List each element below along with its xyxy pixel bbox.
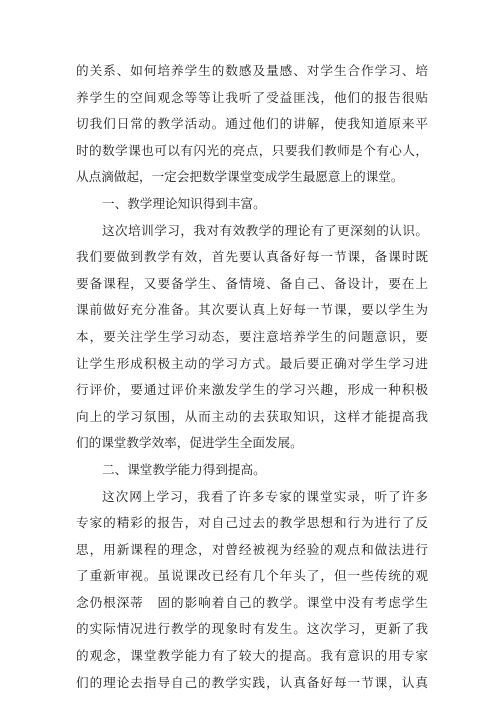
text-line: 的关系、如何培养学生的数感及量感、对学生合作学习、培 — [76, 63, 428, 78]
section-heading: 一、教学理论知识得到丰富。 — [102, 195, 266, 211]
text-line: 了重新审视。虽说课改已经有几个年头了，但一些传统的观 — [76, 568, 428, 584]
text-line: 专家的精彩的报告，对自己过去的教学思想和行为进行了反 — [76, 515, 428, 531]
text-line: 让学生形成积极主动的学习方式。最后要正确对学生学习进 — [76, 355, 428, 371]
text-line: 向上的学习氛围，从而主动的去获取知识，这样才能提高我 — [76, 408, 428, 424]
text-line: 我们要做到教学有效，首先要认真备好每一节课，备课时既 — [76, 249, 428, 265]
text-line: 本，要关注学生学习动态，要注意培养学生的问题意识，要 — [76, 328, 428, 344]
document-page — [76, 58, 428, 696]
section-heading: 二、课堂教学能力得到提高。 — [102, 461, 266, 477]
text-line: 的观念，课堂教学能力有了较大的提高。我有意识的用专家 — [76, 648, 428, 664]
text-line: 的实际情况进行教学的现象时有发生。这次学习，更新了我 — [76, 621, 428, 637]
paragraph-first-line: 这次网上学习，我看了许多专家的课堂实录，听了许多 — [102, 488, 428, 504]
text-line: 从点滴做起，一定会把数学课堂变成学生最愿意上的课堂。 — [76, 169, 404, 185]
text-line: 切我们日常的教学活动。通过他们的讲解，使我知道原来平 — [76, 116, 428, 132]
text-line: 思，用新课程的理念，对曾经被视为经验的观点和做法进行 — [76, 541, 428, 557]
text-line: 要备课程，又要备学生、备情境、备自己、备设计，要在上 — [76, 275, 428, 291]
text-line: 养学生的空间观念等等让我听了受益匪浅，他们的报告很贴 — [76, 89, 428, 105]
text-line: 行评价，要通过评价来激发学生的学习兴趣，形成一种积极 — [76, 382, 428, 398]
text-line: 课前做好充分准备。其次要认真上好每一节课，要以学生为 — [76, 302, 428, 318]
paragraph-first-line: 这次培训学习，我对有效教学的理论有了更深刻的认识。 — [102, 222, 428, 238]
text-line: 时的数学课也可以有闪光的亮点，只要我们教师是个有心人， — [76, 142, 428, 158]
text-line: 们的课堂教学效率，促进学生全面发展。 — [76, 435, 303, 451]
text-line: 们的理论去指导自己的教学实践，认真备好每一节课，认真 — [76, 674, 428, 690]
text-line: 念仍根深蒂 固的影响着自己的教学。课堂中没有考虑学生 — [76, 594, 428, 610]
